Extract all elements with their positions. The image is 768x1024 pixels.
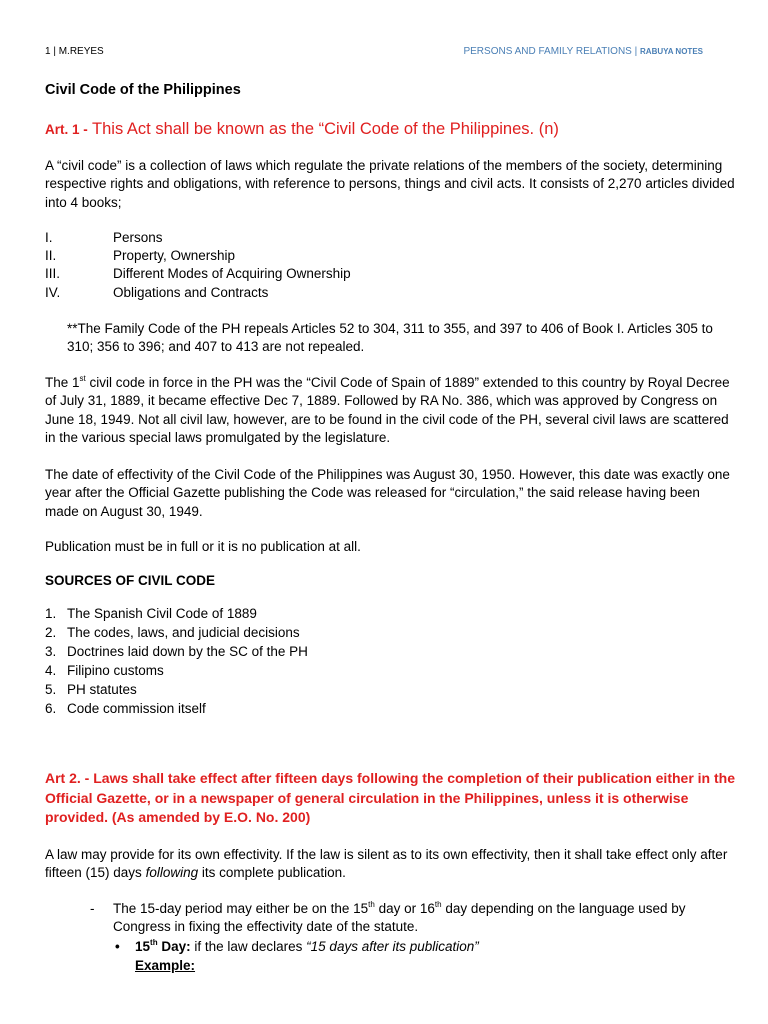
rule-label-text: Day: xyxy=(157,939,191,954)
fifteenth-day-rule xyxy=(135,938,735,956)
fifteen-day-period-note xyxy=(113,900,735,937)
book-label: Different Modes of Acquiring Ownership xyxy=(113,266,351,281)
ordinal-suffix: th xyxy=(150,938,158,947)
history-text-cont: civil code in force in the PH was the “Civil Code of Spain of 1889” extended to this country by Royal Decree of July 31, 1889, it became effective Dec 7, 1889. Followed by RA No. 386, which was approved by Congress on June 18, 1949. Not all civil law, however, are to be found in the civil code of the PH, several civil laws are scattered in the various special laws promulgated by the legislature. xyxy=(45,375,730,445)
rule-quote: “15 days after its publication” xyxy=(306,939,479,954)
article-2-explanation xyxy=(45,846,735,883)
example-label: Example: xyxy=(135,958,196,973)
dash-bullet: - xyxy=(90,901,95,916)
article-1-heading xyxy=(45,120,559,139)
effectivity-paragraph: The date of effectivity of the Civil Code of the Philippines was August 30, 1950. However, this date was exactly one year after the Official Gazette publishing the Code was released for “circulation,” the said release having been made on August 30, 1949. xyxy=(45,467,730,519)
article-1-text: This Act shall be known as the “Civil Code of the Philippines. (n) xyxy=(87,120,559,138)
rule-label-num: 15 xyxy=(135,939,151,954)
civil-code-history xyxy=(45,374,735,447)
source-label: The Spanish Civil Code of 1889 xyxy=(67,606,257,621)
book-label: Obligations and Contracts xyxy=(113,285,269,300)
period-text-cont: day or 16 xyxy=(374,901,435,916)
source-label: Filipino customs xyxy=(67,663,164,678)
source-number: 3. xyxy=(45,644,57,659)
book-number: III. xyxy=(45,266,61,281)
emphasis-text: following xyxy=(145,865,199,881)
family-code-note: **The Family Code of the PH repeals Articles 52 to 304, 311 to 355, and 397 to 406 of Book I. Articles 305 to 310; 356 to 396; and 407 to 413 are not repealed. xyxy=(67,321,713,355)
civil-code-definition: A “civil code” is a collection of laws which regulate the private relations of the members of the society, determining respective rights and obligations, with reference to persons, things and civil acts. It consists of 2,270 articles divided into 4 books; xyxy=(45,158,735,210)
source-number: 4. xyxy=(45,663,57,678)
source-label: PH statutes xyxy=(67,682,137,697)
book-number: I. xyxy=(45,230,53,245)
ordinal-suffix: th xyxy=(434,900,442,909)
source-number: 6. xyxy=(45,701,57,716)
document-title: Civil Code of the Philippines xyxy=(45,82,241,98)
article-1-label: Art. 1 - xyxy=(45,122,88,137)
source-label: The codes, laws, and judicial decisions xyxy=(67,625,300,640)
book-number: II. xyxy=(45,248,57,263)
source-label: Code commission itself xyxy=(67,701,206,716)
book-number: IV. xyxy=(45,285,61,300)
period-text-end: day depending on the language used by Congress in fixing the effectivity date of the statute. xyxy=(113,901,686,935)
explanation-text-cont: its complete publication. xyxy=(198,865,346,881)
publication-paragraph: Publication must be in full or it is no publication at all. xyxy=(45,539,361,554)
book-label: Persons xyxy=(113,230,163,245)
source-label: Doctrines laid down by the SC of the PH xyxy=(67,644,308,659)
ordinal-suffix: st xyxy=(79,374,86,383)
source-number: 2. xyxy=(45,625,57,640)
rule-label xyxy=(135,939,191,954)
header-course xyxy=(463,46,703,57)
course-title: PERSONS AND FAMILY RELATIONS | xyxy=(463,46,638,57)
sources-heading: SOURCES OF CIVIL CODE xyxy=(45,573,216,588)
ordinal-suffix: th xyxy=(368,900,375,909)
explanation-text: A law may provide for its own effectivity. If the law is silent as to its own effectivity, then it shall take effect only after fifteen (15) days xyxy=(45,847,728,881)
page-info: 1 | M.REYES xyxy=(45,46,104,57)
notes-tag: RABUYA NOTES xyxy=(640,47,703,56)
source-number: 1. xyxy=(45,606,57,621)
book-label: Property, Ownership xyxy=(113,248,236,263)
article-2-heading: Art 2. - Laws shall take effect after fifteen days following the completion of their publication either in the Official Gazette, or in a newspaper of general circulation in the Philippines, unless it is otherwise provided. (As amended by E.O. No. 200) xyxy=(45,770,735,825)
history-text: The 1 xyxy=(45,375,80,390)
period-text: The 15-day period may either be on the 15 xyxy=(113,901,369,916)
bullet-icon: • xyxy=(115,939,120,954)
rule-text: if the law declares xyxy=(190,939,307,954)
source-number: 5. xyxy=(45,682,57,697)
